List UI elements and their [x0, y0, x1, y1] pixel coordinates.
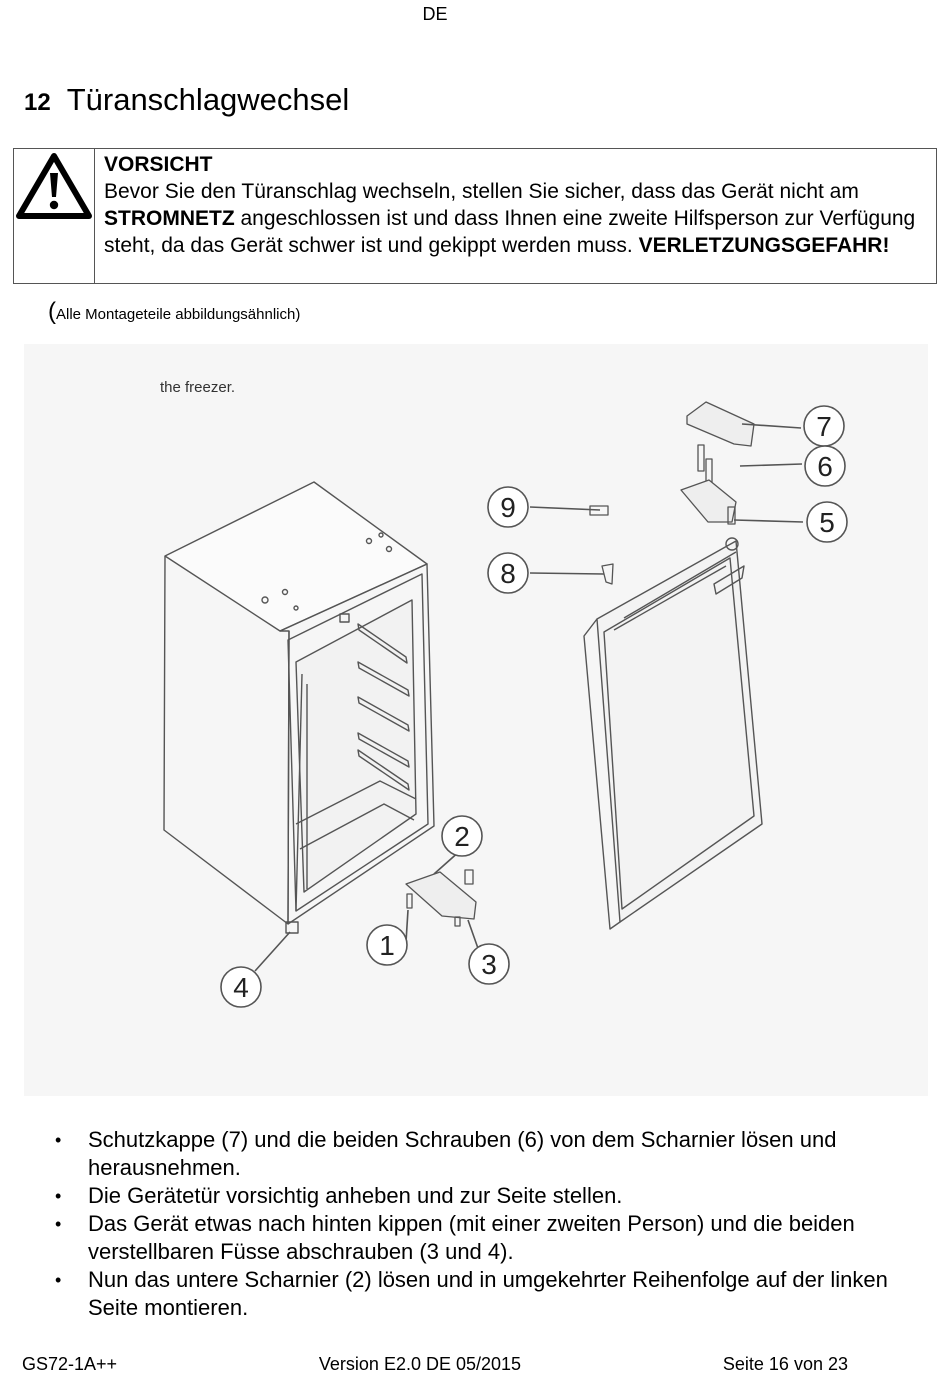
svg-text:6: 6 — [817, 451, 833, 482]
section-heading — [24, 82, 349, 118]
callout-7 — [804, 406, 844, 446]
warning-text-part2: angeschlossen ist und dass Ihnen eine zweite Hilfsperson zur Verfügung steht, da das Gerät schwer ist und gekippt werden muss. — [104, 207, 916, 257]
page-footer — [22, 1354, 848, 1375]
section-number: 12 — [24, 89, 51, 116]
warning-box — [13, 148, 937, 284]
svg-text:7: 7 — [816, 411, 832, 442]
callout-2 — [442, 816, 482, 856]
svg-text:3: 3 — [481, 949, 497, 980]
warning-icon-cell — [14, 149, 95, 283]
callout-4 — [221, 967, 261, 1007]
callout-8 — [488, 553, 528, 593]
warning-bold-power: STROMNETZ — [104, 207, 235, 230]
note-paren: ( — [48, 298, 56, 325]
list-item: • Das Gerät etwas nach hinten kippen (mit einer zweiten Person) und die beiden verstellbaren Füsse abschrauben (3 und 4). — [55, 1210, 935, 1266]
footer-model: GS72-1A++ — [22, 1354, 118, 1374]
list-item: • Schutzkappe (7) und die beiden Schrauben (6) von dem Scharnier lösen und herausnehmen. — [55, 1126, 935, 1182]
warning-text — [95, 149, 936, 283]
section-title: Türanschlagwechsel — [66, 82, 350, 117]
warning-triangle-icon — [14, 151, 94, 221]
list-item: • Nun das untere Scharnier (2) lösen und in umgekehrter Reihenfolge auf der linken Seite montieren. — [55, 1266, 935, 1322]
svg-text:9: 9 — [500, 492, 516, 523]
svg-text:5: 5 — [819, 507, 835, 538]
figure-caption: the freezer. — [160, 379, 236, 396]
callout-1 — [367, 925, 407, 965]
language-code: DE — [422, 4, 448, 24]
svg-text:4: 4 — [233, 972, 249, 1003]
warning-heading: VORSICHT — [104, 153, 213, 176]
parts-note — [48, 298, 300, 326]
note-text: Alle Montageteile abbildungsähnlich) — [56, 306, 301, 323]
list-item: • Die Gerätetür vorsichtig anheben und zur Seite stellen. — [55, 1182, 935, 1210]
footer-version: Version E2.0 DE 05/2015 — [318, 1354, 522, 1374]
warning-bold-danger: VERLETZUNGSGEFAHR! — [638, 234, 890, 257]
callout-6 — [805, 446, 845, 486]
svg-text:1: 1 — [379, 930, 395, 961]
svg-text:2: 2 — [454, 821, 470, 852]
svg-text:8: 8 — [500, 558, 516, 589]
footer-page: Seite 16 von 23 — [722, 1354, 848, 1374]
callout-9 — [488, 487, 528, 527]
instruction-list — [55, 1126, 935, 1322]
callout-5 — [807, 502, 847, 542]
assembly-diagram — [24, 344, 928, 1096]
callout-3 — [469, 944, 509, 984]
warning-text-part1: Bevor Sie den Türanschlag wechseln, stellen Sie sicher, dass das Gerät nicht am — [104, 180, 859, 203]
